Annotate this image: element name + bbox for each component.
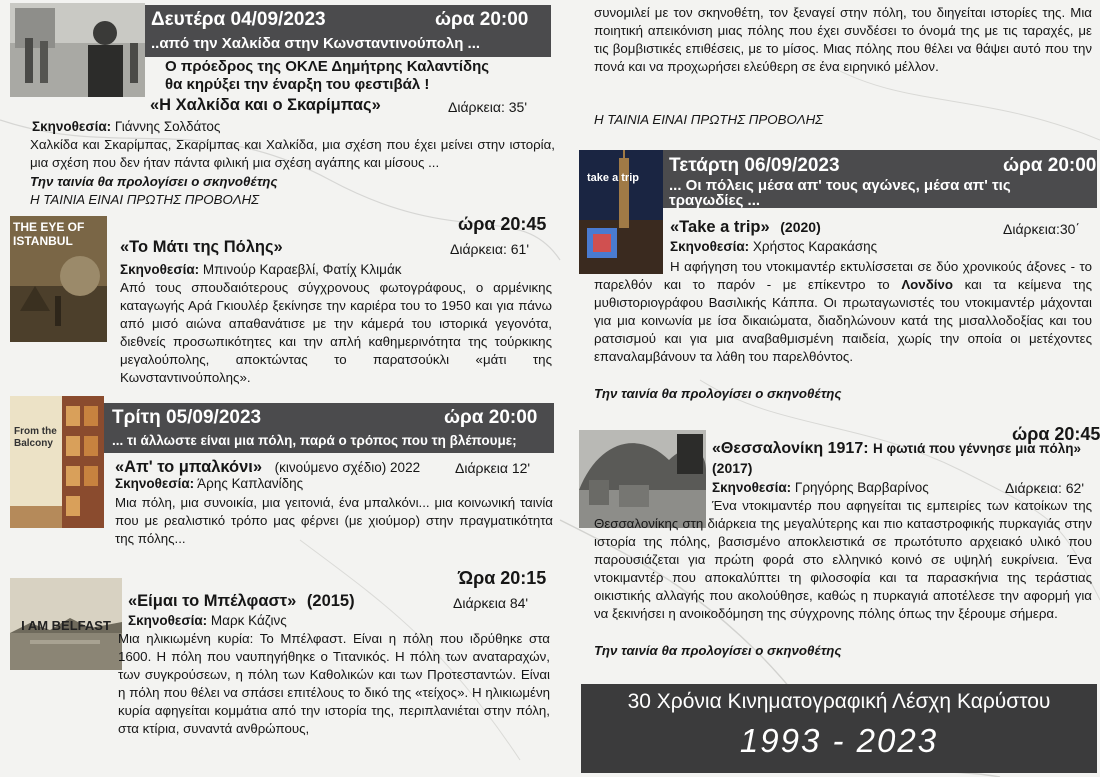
director-name: Άρης Καπλανίδης bbox=[197, 476, 304, 491]
film-title: «Take a trip» bbox=[670, 218, 770, 236]
anniversary-banner bbox=[581, 684, 1097, 773]
director-name: Γρηγόρης Βαρβαρίνος bbox=[794, 480, 929, 495]
director-label: Σκηνοθεσία: bbox=[712, 480, 792, 495]
day3-film2-director bbox=[712, 480, 929, 495]
director-name: Γιάννης Σολδάτος bbox=[114, 119, 221, 134]
film-title: «Θεσσαλονίκη 1917: bbox=[712, 440, 869, 457]
day1-time: ώρα 20:00 bbox=[435, 9, 529, 30]
director-name: Μπινούρ Καραεβλί, Φατίχ Κλιμάκ bbox=[202, 262, 402, 277]
day2-film1-description: Μια πόλη, μια συνοικία, μια γειτονιά, ένα μπαλκόνι... μια κοινωνική ταινία που με ρεαλιστικό τρόπο μας φέρνει (με χιούμορ) στην πραγματικότητα της πόλης... bbox=[115, 495, 553, 546]
take-a-trip-poster bbox=[579, 150, 663, 274]
day1-header bbox=[145, 5, 551, 57]
day2-date: Τρίτη 05/09/2023 bbox=[112, 407, 262, 428]
day3-film1-duration: Διάρκεια:30΄ bbox=[1003, 221, 1081, 237]
day3-film2-duration: Διάρκεια: 62' bbox=[1005, 480, 1084, 496]
film-title-extra: (2015) bbox=[306, 592, 355, 610]
film-title-extra: (2020) bbox=[780, 219, 821, 235]
i-am-belfast-poster bbox=[10, 578, 122, 670]
film-title: «Απ' το μπαλκόνι» bbox=[115, 458, 263, 476]
director-label: Σκηνοθεσία: bbox=[32, 119, 112, 134]
day3-film2-title bbox=[712, 440, 1081, 458]
film-title-rest: Η φωτιά που γέννησε μια πόλη» bbox=[873, 441, 1081, 456]
film-title: «Είμαι το Μπέλφαστ» bbox=[128, 592, 297, 610]
poster-title: From the Balcony bbox=[14, 426, 57, 449]
director-label: Σκηνοθεσία: bbox=[115, 476, 195, 491]
director-name: Μαρκ Κάζινς bbox=[210, 613, 287, 628]
poster-title: take a trip bbox=[587, 172, 639, 184]
day2-film1-director bbox=[115, 476, 303, 491]
day2-film2-description bbox=[118, 630, 550, 750]
day1-film2-duration: Διάρκεια: 61' bbox=[450, 241, 529, 257]
description-text: Μια ηλικιωμένη κυρία: Το Μπέλφαστ. Είναι η πόλη που ιδρύθηκε στα 1600. Η πόλη που ναυπηγήθηκε ο Τιτανικός. Η πόλη των αναταραχών, των συγκρούσεων, η πόλη των Καθολικών και των Προτεσταντών. Είναι η πόλη που θέλει να σπάσει επιτέλους το δικό της «τείχος». Η ηλικιωμένη κυρία αφηγείται κομμάτια από την ιστορία της, περιπλανιέται στην πόλη, στα κτίρια, συναντά ανθρώπους, bbox=[118, 631, 550, 736]
film-title-extra: (κινούμενο σχέδιο) 2022 bbox=[274, 460, 421, 475]
description-bold: Λονδίνο bbox=[901, 277, 953, 292]
day1-film2-title: «Το Μάτι της Πόλης» bbox=[120, 238, 283, 256]
day2-film2-duration: Διάρκεια 84' bbox=[453, 595, 529, 611]
day1-film1-duration: Διάρκεια: 35' bbox=[448, 99, 527, 115]
day2-film2-description-cont: συνομιλεί με τον σκηνοθέτη, τον ξεναγεί στην πόλη, του διηγείται ιστορίες της. Μια ποιητική απεικόνιση μιας πόλης που έχει συνδέσει το όνομά της με τις ταραχές, με τις βομβιστικές επιθέσεις, με το μίσος. Μιας πόλης που θέλει να θάψει αυτό που την πονά και να προχωρήσει ελεύθερη σε ένα ειρηνικό μέλλον. bbox=[594, 5, 1092, 74]
day2-time: ώρα 20:00 bbox=[444, 407, 538, 428]
day3-header bbox=[663, 150, 1097, 208]
poster-title: THE EYE OF ISTANBUL bbox=[13, 220, 85, 248]
day2-film1-title bbox=[115, 458, 420, 477]
day3-film1-director bbox=[670, 239, 877, 254]
day1-announce-2: θα κηρύξει την έναρξη του φεστιβάλ ! bbox=[165, 76, 430, 93]
director-label: Σκηνοθεσία: bbox=[120, 262, 200, 277]
director-label: Σκηνοθεσία: bbox=[670, 239, 750, 254]
director-name: Χρήστος Καρακάσης bbox=[752, 239, 878, 254]
day3-date: Τετάρτη 06/09/2023 bbox=[669, 155, 840, 176]
day3-film2-note: Την ταινία θα προλογίσει ο σκηνοθέτης bbox=[594, 643, 842, 658]
day2-film1-duration: Διάρκεια 12' bbox=[455, 460, 531, 476]
eye-of-istanbul-poster bbox=[10, 216, 107, 342]
anniversary-line1: 30 Χρόνια Κινηματογραφική Λέσχη Καρύστου bbox=[627, 690, 1051, 713]
day3-time: ώρα 20:00 bbox=[1003, 155, 1097, 176]
day2-film2-premiere: Η ΤΑΙΝΙΑ ΕΙΝΑΙ ΠΡΩΤΗΣ ΠΡΟΒΟΛΗΣ bbox=[594, 112, 824, 127]
anniversary-line2: 1993 - 2023 bbox=[739, 722, 939, 759]
day1-film1-note: Την ταινία θα προλογίσει ο σκηνοθέτης bbox=[30, 174, 278, 189]
day1-film1-title: «Η Χαλκίδα και ο Σκαρίμπας» bbox=[150, 96, 381, 114]
day1-film2-description: Από τους σπουδαιότερους σύγχρονους φωτογράφους, ο αρμένικης καταγωγής Αρά Γκιουλέρ ξεκίνησε την καριέρα του το 1950 και για πάνω από μισό αιώνα απαθανάτισε με την κάμερά του ιστορικά γεγονότα, διεθνείς προσωπικότητες και την απλή καθημερινότητα της τούρκικης μεγαλούπολης, αποκτώντας το παρατσούκλι «μάτι της Κωνσταντινούπολης». bbox=[120, 280, 552, 385]
day2-film2-director bbox=[128, 613, 287, 628]
day1-film1-director bbox=[32, 119, 220, 134]
day2-film2-title bbox=[128, 592, 355, 611]
day2-subtitle: ... τι άλλωστε είναι μια πόλη, παρά ο τρόπος που τη βλέπουμε; bbox=[112, 433, 517, 448]
day3-film1-title bbox=[670, 218, 821, 237]
day3-film2-time: ώρα 20:45 bbox=[1012, 424, 1100, 444]
day1-date: Δευτέρα 04/09/2023 bbox=[151, 9, 326, 30]
day3-film2-description bbox=[594, 497, 1092, 623]
description-text: και τα κείμενα της μυθιστοριογράφου Βασιλικής Κάππα. Οι πρωταγωνιστές του ντοκιμαντέρ μάχονται για μια κοινωνία με ίσα δικαιώματα, διαδηλώνουν κατά της μισαλλοδοξίας και του ρατσισμού και για μια αναβαθμισμένη παιδεία, χωρίς την οποία οι μετέχοντες επαναλαμβάνουν τα λάθη του παρελθόντος. bbox=[594, 277, 1092, 364]
day1-film2-time: ώρα 20:45 bbox=[458, 214, 547, 234]
subtitle-text: ... Οι πόλεις μέσα απ' τους αγώνες, μέσα απ' τις τραγωδίες ... bbox=[669, 177, 1011, 209]
day1-announce-1: Ο πρόεδρος της ΟΚΛΕ Δημήτρης Καλαντίδης bbox=[165, 58, 490, 75]
director-label: Σκηνοθεσία: bbox=[128, 613, 208, 628]
from-the-balcony-poster bbox=[10, 396, 104, 528]
description-text: Η αφήγηση του ντοκιμαντέρ εκτυλίσσεται σε δύο χρονικούς άξονες - το παρελθόν και το παρόν - με επίκεντρο το bbox=[594, 259, 1092, 292]
poster-title: I AM BELFAST bbox=[21, 618, 111, 633]
day1-film1-premiere: Η ΤΑΙΝΙΑ ΕΙΝΑΙ ΠΡΩΤΗΣ ΠΡΟΒΟΛΗΣ bbox=[30, 192, 260, 207]
day2-film2-time: Ώρα 20:15 bbox=[458, 568, 547, 588]
kalantidis-photo bbox=[10, 3, 145, 97]
day3-film1-description bbox=[594, 258, 1092, 366]
day2-header bbox=[104, 403, 554, 453]
day3-subtitle bbox=[669, 178, 1079, 208]
day3-film2-year: (2017) bbox=[712, 460, 753, 476]
day1-subtitle: ..από την Χαλκίδα στην Κωνσταντινούπολη ... bbox=[151, 35, 481, 52]
day1-film1-description: Χαλκίδα και Σκαρίμπας, Σκαρίμπας και Χαλκίδα, μια σχέση που έχει μείνει στην ιστορία, μια σχέση που δεν ήταν πάντα φιλική μια σχέση αγάπης και μίσους ... bbox=[30, 137, 555, 170]
day3-film1-note: Την ταινία θα προλογίσει ο σκηνοθέτης bbox=[594, 386, 842, 401]
description-text: Ένα ντοκιμαντέρ που αφηγείται τις εμπειρίες των κατοίκων της Θεσσαλονίκης στη διάρκεια της μεγαλύτερης και πιο καταστροφικής πυρκαγιάς στην ιστορία της πόλης, βασισμένο αποκλειστικά σε πρωτότυπο αρχειακό υλικό που παρουσιάζεται για πρώτη φορά στο ελληνικό κοινό σε υψηλή ευκρίνεια. Ένα ντοκιμαντέρ που αποκαλύπτει τη φιλοσοφία και τα παρασκήνια της τεράστιας οικιστικής αλλαγής που ακολούθησε, καθώς η πυρκαγιά αποτέλεσε την αφορμή για να ξεκινήσει η ανοικοδόμηση της σύγχρονης πόλης όπως την ξέρουμε σήμερα. bbox=[594, 498, 1092, 621]
day1-film2-director bbox=[120, 262, 402, 277]
